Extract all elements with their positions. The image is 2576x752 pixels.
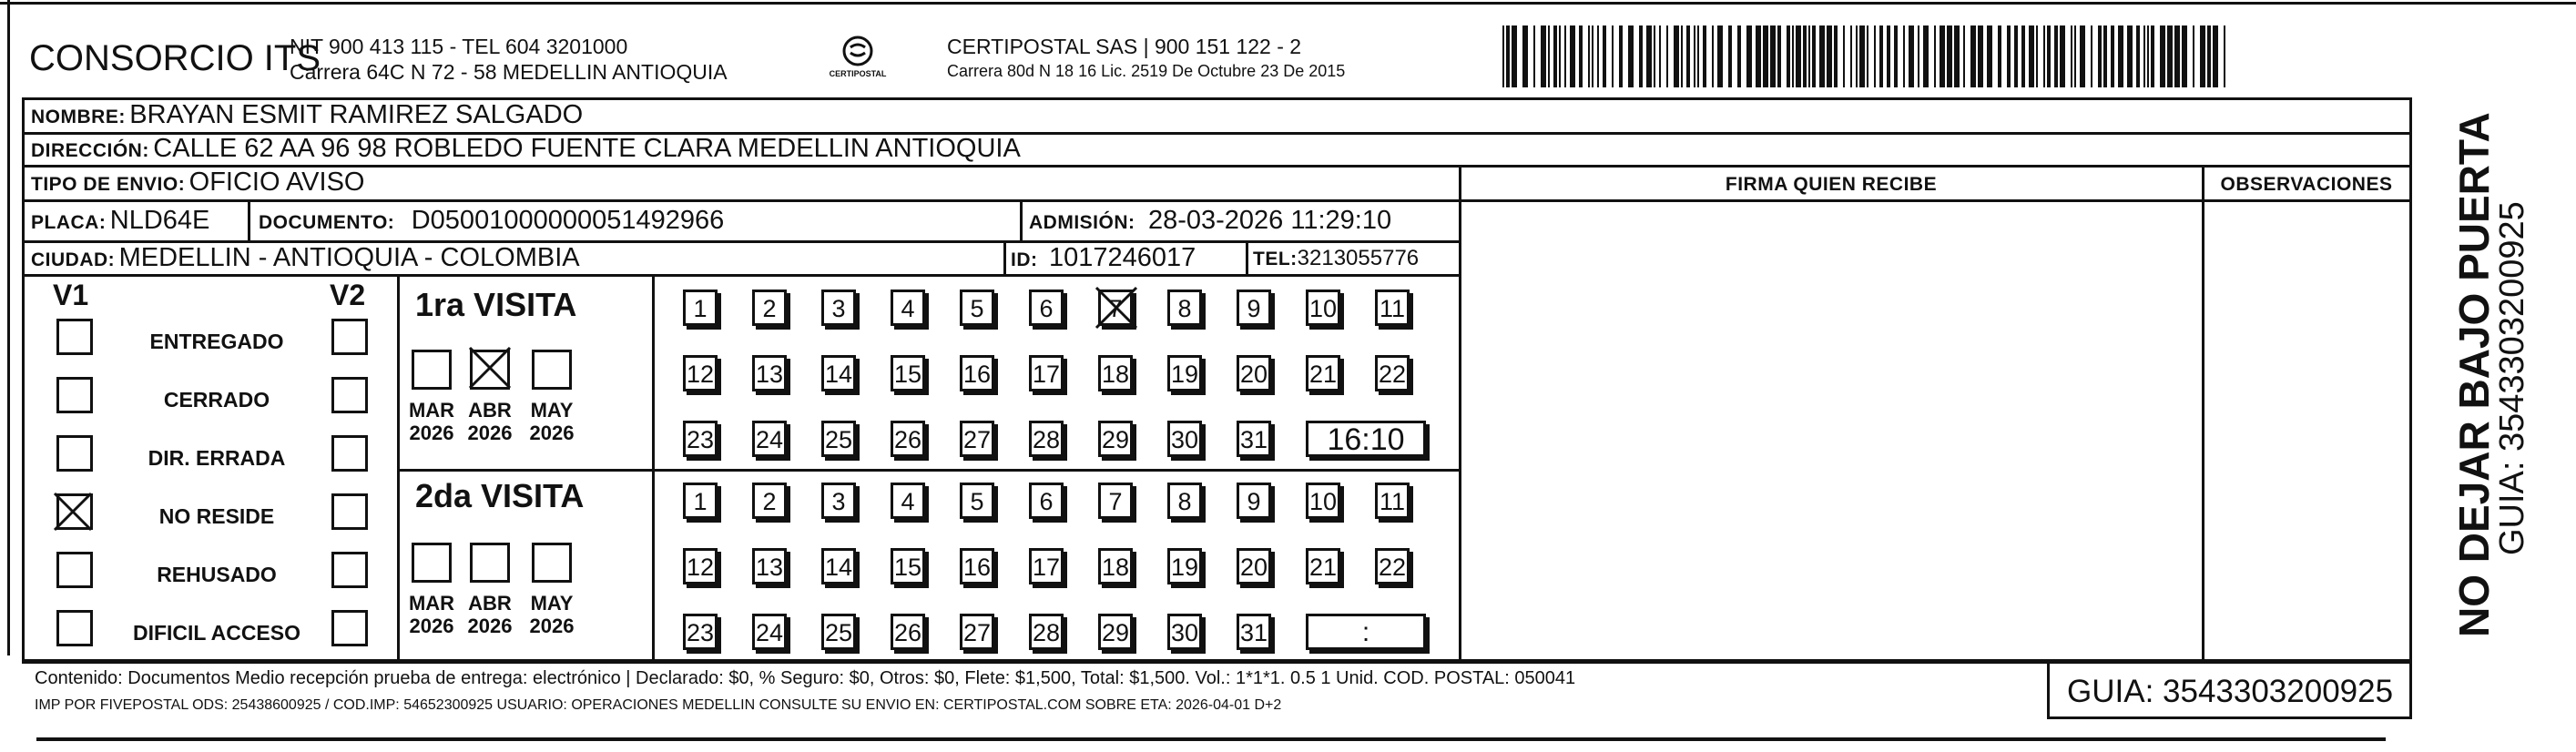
barcode-bar	[1763, 25, 1768, 87]
status-option-label: NO RESIDE	[158, 504, 275, 528]
visit1-month-box[interactable]	[532, 350, 572, 390]
col-line-id	[1003, 240, 1006, 274]
visit2-day-15[interactable]: 15	[891, 548, 925, 584]
barcode-bar	[1639, 25, 1643, 87]
visit1-day-26[interactable]: 26	[891, 421, 925, 457]
visit2-day-10[interactable]: 10	[1306, 483, 1340, 519]
documento-row	[259, 206, 724, 236]
check-mark-icon	[1093, 284, 1140, 331]
visit2-day-28[interactable]: 28	[1029, 614, 1064, 650]
visit1-day-9[interactable]: 9	[1237, 290, 1271, 326]
barcode-bar	[2007, 25, 2011, 87]
side-guia: GUIA: 3543303200925	[2493, 201, 2531, 555]
barcode-bar	[1987, 25, 1992, 87]
v2-checkbox-5[interactable]	[331, 552, 368, 588]
barcode-bar	[1506, 25, 1510, 87]
footer-guia-right	[2409, 661, 2412, 719]
nombre-value: BRAYAN ESMIT RAMIREZ SALGADO	[129, 100, 584, 129]
visit1-day-22[interactable]: 22	[1375, 355, 1410, 391]
visit2-day-11[interactable]: 11	[1375, 483, 1410, 519]
barcode-bar	[1654, 25, 1655, 87]
barcode-bar	[2103, 25, 2107, 87]
visit2-day-9[interactable]: 9	[1237, 483, 1271, 519]
visit2-month-box[interactable]	[412, 543, 452, 583]
visit2-day-6[interactable]: 6	[1029, 483, 1064, 519]
barcode-bar	[1559, 25, 1561, 87]
barcode-bar	[1792, 25, 1794, 87]
barcode-bar	[2182, 25, 2187, 87]
barcode-bar	[2111, 25, 2114, 87]
v1-checkbox-5[interactable]	[56, 552, 93, 588]
barcode-bar	[1923, 25, 1929, 87]
barcode-bar	[1934, 25, 1936, 87]
barcode-bar	[1894, 25, 1898, 87]
visit2-month-label: MAY 2026	[529, 592, 575, 637]
visit2-month-box[interactable]	[470, 543, 510, 583]
barcode-bar	[2074, 25, 2076, 87]
admision-value: 28-03-2026 11:29:10	[1147, 206, 1392, 235]
row-line-3	[22, 199, 2412, 202]
carrier-name: CERTIPOSTAL SAS | 900 151 122 - 2	[947, 35, 1302, 58]
barcode-bar	[1703, 25, 1706, 87]
col-line-tel	[1246, 240, 1248, 274]
barcode-bar	[1502, 25, 1504, 87]
id-value: 1017246017	[1048, 243, 1196, 272]
tipo-value: OFICIO AVISO	[188, 168, 365, 197]
barcode-bar	[1659, 25, 1661, 87]
barcode-bar	[1512, 25, 1517, 87]
barcode-bar	[1770, 25, 1776, 87]
barcode-bar	[2213, 25, 2218, 87]
visit2-day-27[interactable]: 27	[960, 614, 994, 650]
visit1-month-label: MAY 2026	[529, 399, 575, 444]
visit1-title: 1ra VISITA	[415, 286, 577, 323]
barcode-bar	[1856, 25, 1858, 87]
visit2-day-30[interactable]: 30	[1167, 614, 1202, 650]
visit2-month-label: ABR 2026	[467, 592, 513, 637]
visit2-day-3[interactable]: 3	[821, 483, 856, 519]
barcode-bar	[1843, 25, 1845, 87]
col-line-status	[397, 274, 400, 661]
barcode-bar	[1603, 25, 1606, 87]
admision-label: ADMISIÓN:	[1029, 212, 1135, 233]
barcode-bar	[1819, 25, 1825, 87]
barcode-bar	[2224, 25, 2225, 87]
barcode-bar	[2021, 25, 2025, 87]
barcode-bar	[1859, 25, 1865, 87]
barcode	[1501, 25, 2229, 87]
barcode-bar	[1553, 25, 1557, 87]
barcode-bar	[1918, 25, 1919, 87]
visit1-day-18[interactable]: 18	[1098, 355, 1133, 391]
visit2-day-8[interactable]: 8	[1167, 483, 1202, 519]
barcode-bar	[1887, 25, 1890, 87]
v2-checkbox-6[interactable]	[331, 610, 368, 646]
company-address: Carrera 64C N 72 - 58 MEDELLIN ANTIOQUIA	[290, 60, 728, 84]
barcode-bar	[1533, 25, 1535, 87]
visit1-time-box[interactable]: 16:10	[1306, 421, 1426, 457]
v2-checkbox-1[interactable]	[331, 319, 368, 355]
barcode-bar	[1646, 25, 1652, 87]
barcode-bar	[1686, 25, 1690, 87]
visit2-day-17[interactable]: 17	[1029, 548, 1064, 584]
logo-text: CERTIPOSTAL	[829, 69, 887, 78]
visit2-day-7[interactable]: 7	[1098, 483, 1133, 519]
direccion-label: DIRECCIÓN:	[31, 140, 149, 161]
barcode-bar	[2036, 25, 2038, 87]
visit1-day-11[interactable]: 11	[1375, 290, 1410, 326]
visit2-day-26[interactable]: 26	[891, 614, 925, 650]
barcode-bar	[1619, 25, 1623, 87]
left-edge-line	[7, 0, 10, 655]
visit1-day-27[interactable]: 27	[960, 421, 994, 457]
col-line-firma-left	[1459, 165, 1461, 662]
barcode-bar	[2193, 25, 2194, 87]
barcode-bar	[2136, 25, 2140, 87]
visit1-day-6[interactable]: 6	[1029, 290, 1064, 326]
status-option-label: REHUSADO	[157, 563, 277, 586]
visit1-day-31[interactable]: 31	[1237, 421, 1271, 457]
status-option-label: DIR. ERRADA	[148, 446, 286, 470]
barcode-bar	[2160, 25, 2165, 87]
visit1-day-15[interactable]: 15	[891, 355, 925, 391]
barcode-bar	[2127, 25, 2133, 87]
col-line-right	[2409, 97, 2412, 662]
barcode-bar	[2080, 25, 2085, 87]
footer-guia-box	[2047, 716, 2412, 719]
v2-checkbox-3[interactable]	[331, 435, 368, 472]
barcode-bar	[1867, 25, 1868, 87]
visit2-day-14[interactable]: 14	[821, 548, 856, 584]
barcode-bar	[1998, 25, 2001, 87]
visit1-day-13[interactable]: 13	[752, 355, 787, 391]
visit2-title: 2da VISITA	[415, 477, 585, 514]
ciudad-row	[31, 243, 580, 273]
col-line-obs-left	[2202, 165, 2204, 662]
visit2-day-5[interactable]: 5	[960, 483, 994, 519]
visit2-day-19[interactable]: 19	[1167, 548, 1202, 584]
footer-contenido: Contenido: Documentos Medio recepción prueba de entrega: electrónico | Declarado: $0, % Seguro: $0, Otros: $0, Flete: $1,500, Total: $1,500. Vol.: 1*1*1. 0.5 1 Unid. COD. POSTAL: 050041	[35, 668, 1576, 688]
placa-row	[31, 206, 209, 236]
visit2-day-22[interactable]: 22	[1375, 548, 1410, 584]
visit2-day-31[interactable]: 31	[1237, 614, 1271, 650]
id-label: ID:	[1011, 249, 1038, 270]
bottom-edge-line	[36, 737, 2386, 741]
barcode-bar	[1777, 25, 1781, 87]
status-option-label: ENTREGADO	[149, 330, 284, 353]
side-warning: NO DEJAR BAJO PUERTA	[2450, 112, 2498, 637]
nombre-row	[31, 100, 583, 130]
visit2-day-20[interactable]: 20	[1237, 548, 1271, 584]
ciudad-label: CIUDAD:	[31, 249, 116, 270]
visit1-day-10[interactable]: 10	[1306, 290, 1340, 326]
barcode-bar	[1728, 25, 1732, 87]
visit2-day-13[interactable]: 13	[752, 548, 787, 584]
barcode-bar	[1909, 25, 1914, 87]
barcode-bar	[1850, 25, 1852, 87]
v2-label: V2	[330, 279, 366, 311]
barcode-bar	[1628, 25, 1634, 87]
company-nit: NIT 900 413 115 - TEL 604 3201000	[290, 35, 628, 58]
visit2-day-23[interactable]: 23	[683, 614, 718, 650]
check-mark-icon	[51, 490, 95, 534]
barcode-bar	[1674, 25, 1679, 87]
visit2-day-4[interactable]: 4	[891, 483, 925, 519]
visit1-day-5[interactable]: 5	[960, 290, 994, 326]
v2-checkbox-2[interactable]	[331, 377, 368, 413]
barcode-bar	[1963, 25, 1965, 87]
barcode-bar	[1681, 25, 1683, 87]
v1-checkbox-1[interactable]	[56, 319, 93, 355]
barcode-bar	[2147, 25, 2149, 87]
barcode-bar	[1541, 25, 1546, 87]
barcode-bar	[1570, 25, 1575, 87]
visit1-day-1[interactable]: 1	[683, 290, 718, 326]
barcode-bar	[2047, 25, 2051, 87]
visit2-month-label: MAR 2026	[408, 592, 455, 637]
documento-value: D05001000000051492966	[411, 206, 725, 235]
visit2-day-29[interactable]: 29	[1098, 614, 1133, 650]
barcode-bar	[1746, 25, 1752, 87]
visit1-day-30[interactable]: 30	[1167, 421, 1202, 457]
barcode-bar	[2098, 25, 2102, 87]
documento-label: DOCUMENTO:	[259, 212, 395, 233]
barcode-bar	[1978, 25, 1983, 87]
barcode-bar	[2043, 25, 2045, 87]
visit1-day-29[interactable]: 29	[1098, 421, 1133, 457]
tipo-row	[31, 168, 364, 198]
visit2-time-box[interactable]: :	[1306, 614, 1426, 650]
v1-checkbox-6[interactable]	[56, 610, 93, 646]
barcode-bar	[2091, 25, 2092, 87]
visit1-day-20[interactable]: 20	[1237, 355, 1271, 391]
tel-value: 3213055776	[1297, 246, 1420, 270]
visit1-day-16[interactable]: 16	[960, 355, 994, 391]
v1-checkbox-2[interactable]	[56, 377, 93, 413]
barcode-bar	[1903, 25, 1905, 87]
nombre-label: NOMBRE:	[31, 107, 126, 127]
barcode-bar	[1522, 25, 1528, 87]
visit1-day-19[interactable]: 19	[1167, 355, 1202, 391]
footer-guia-divider	[2047, 661, 2050, 719]
visit2-month-box[interactable]	[532, 543, 572, 583]
visit1-day-3[interactable]: 3	[821, 290, 856, 326]
barcode-bar	[2029, 25, 2034, 87]
barcode-bar	[2054, 25, 2058, 87]
visit1-day-12[interactable]: 12	[683, 355, 718, 391]
barcode-bar	[1803, 25, 1807, 87]
footer-guia: GUIA: 3543303200925	[2067, 674, 2394, 709]
firma-label: FIRMA QUIEN RECIBE	[1725, 174, 1938, 195]
barcode-bar	[2118, 25, 2123, 87]
visit1-day-14[interactable]: 14	[821, 355, 856, 391]
barcode-bar	[1717, 25, 1723, 87]
barcode-bar	[1834, 25, 1838, 87]
certipostal-logo	[830, 33, 885, 86]
direccion-value: CALLE 62 AA 96 98 ROBLEDO FUENTE CLARA MEDELLIN ANTIOQUIA	[153, 134, 1021, 163]
visit1-day-25[interactable]: 25	[821, 421, 856, 457]
row-line-5	[22, 274, 1461, 277]
barcode-bar	[1564, 25, 1566, 87]
barcode-bar	[2200, 25, 2205, 87]
barcode-bar	[1954, 25, 1960, 87]
col-line-days	[652, 274, 655, 661]
visit1-day-21[interactable]: 21	[1306, 355, 1340, 391]
barcode-bar	[1612, 25, 1614, 87]
barcode-bar	[1694, 25, 1695, 87]
barcode-bar	[2060, 25, 2065, 87]
visit1-day-17[interactable]: 17	[1029, 355, 1064, 391]
visit2-day-25[interactable]: 25	[821, 614, 856, 650]
barcode-bar	[1592, 25, 1593, 87]
placa-value: NLD64E	[109, 206, 210, 235]
visit2-day-24[interactable]: 24	[752, 614, 787, 650]
admision-row	[1029, 206, 1391, 236]
visit1-day-24[interactable]: 24	[752, 421, 787, 457]
barcode-bar	[1808, 25, 1810, 87]
carrier-address: Carrera 80d N 18 16 Lic. 2519 De Octubre 23 De 2015	[947, 62, 1346, 80]
ciudad-value: MEDELLIN - ANTIOQUIA - COLOMBIA	[118, 243, 580, 272]
tipo-label: TIPO DE ENVIO:	[31, 174, 186, 195]
visit1-day-4[interactable]: 4	[891, 290, 925, 326]
row-line-6	[399, 469, 1461, 472]
placa-label: PLACA:	[31, 212, 107, 233]
v1-label: V1	[53, 279, 89, 311]
barcode-bar	[2174, 25, 2180, 87]
barcode-bar	[1874, 25, 1876, 87]
barcode-bar	[1879, 25, 1883, 87]
barcode-bar	[2014, 25, 2018, 87]
barcode-bar	[1756, 25, 1761, 87]
tel-label: TEL:	[1253, 249, 1298, 269]
barcode-bar	[1737, 25, 1741, 87]
barcode-bar	[1712, 25, 1714, 87]
visit1-month-label: ABR 2026	[467, 399, 513, 444]
barcode-bar	[1947, 25, 1952, 87]
barcode-bar	[1666, 25, 1668, 87]
status-option-label: DIFICIL ACCESO	[132, 621, 300, 645]
visit2-day-21[interactable]: 21	[1306, 548, 1340, 584]
company-name: CONSORCIO ITS	[29, 38, 321, 78]
visit2-day-12[interactable]: 12	[683, 548, 718, 584]
top-edge-line	[0, 2, 2576, 5]
barcode-bar	[2207, 25, 2211, 87]
visit1-month-label: MAR 2026	[408, 399, 455, 444]
barcode-bar	[1697, 25, 1699, 87]
visit2-day-2[interactable]: 2	[752, 483, 787, 519]
status-option-label: CERRADO	[163, 388, 270, 412]
barcode-bar	[1827, 25, 1832, 87]
v1-checkbox-3[interactable]	[56, 435, 93, 472]
visit1-month-box[interactable]	[412, 350, 452, 390]
barcode-bar	[1597, 25, 1599, 87]
visit2-day-16[interactable]: 16	[960, 548, 994, 584]
barcode-bar	[1787, 25, 1790, 87]
observaciones-label: OBSERVACIONES	[2220, 174, 2393, 195]
row-line-2	[22, 165, 2412, 168]
col-line-admision	[1020, 199, 1023, 240]
footer-imp: IMP POR FIVEPOSTAL ODS: 25438600925 / COD.IMP: 54652300925 USUARIO: OPERACIONES MEDELLIN CONSULTE SU ENVIO EN: CERTIPOSTAL.COM SOBRE ETA: 2026-04-01 D+2	[35, 697, 1282, 713]
visit1-day-7[interactable]: 7	[1098, 290, 1133, 326]
check-mark-icon	[466, 344, 514, 391]
visit1-day-28[interactable]: 28	[1029, 421, 1064, 457]
footer-line	[22, 661, 2412, 664]
col-line-placa	[248, 199, 250, 240]
barcode-bar	[2151, 25, 2154, 87]
barcode-bar	[1579, 25, 1583, 87]
barcode-bar	[2167, 25, 2173, 87]
barcode-bar	[1970, 25, 1976, 87]
barcode-bar	[1588, 25, 1590, 87]
tel-row	[1253, 246, 1419, 271]
barcode-bar	[1812, 25, 1816, 87]
v2-checkbox-4[interactable]	[331, 493, 368, 530]
visit1-day-8[interactable]: 8	[1167, 290, 1202, 326]
barcode-bar	[1796, 25, 1801, 87]
id-row	[1011, 243, 1196, 273]
direccion-row	[31, 134, 1021, 164]
barcode-bar	[1940, 25, 1945, 87]
visit1-day-2[interactable]: 2	[752, 290, 787, 326]
barcode-bar	[2143, 25, 2145, 87]
visit2-day-18[interactable]: 18	[1098, 548, 1133, 584]
barcode-bar	[1548, 25, 1550, 87]
barcode-bar	[2071, 25, 2072, 87]
visit1-day-23[interactable]: 23	[683, 421, 718, 457]
visit2-day-1[interactable]: 1	[683, 483, 718, 519]
